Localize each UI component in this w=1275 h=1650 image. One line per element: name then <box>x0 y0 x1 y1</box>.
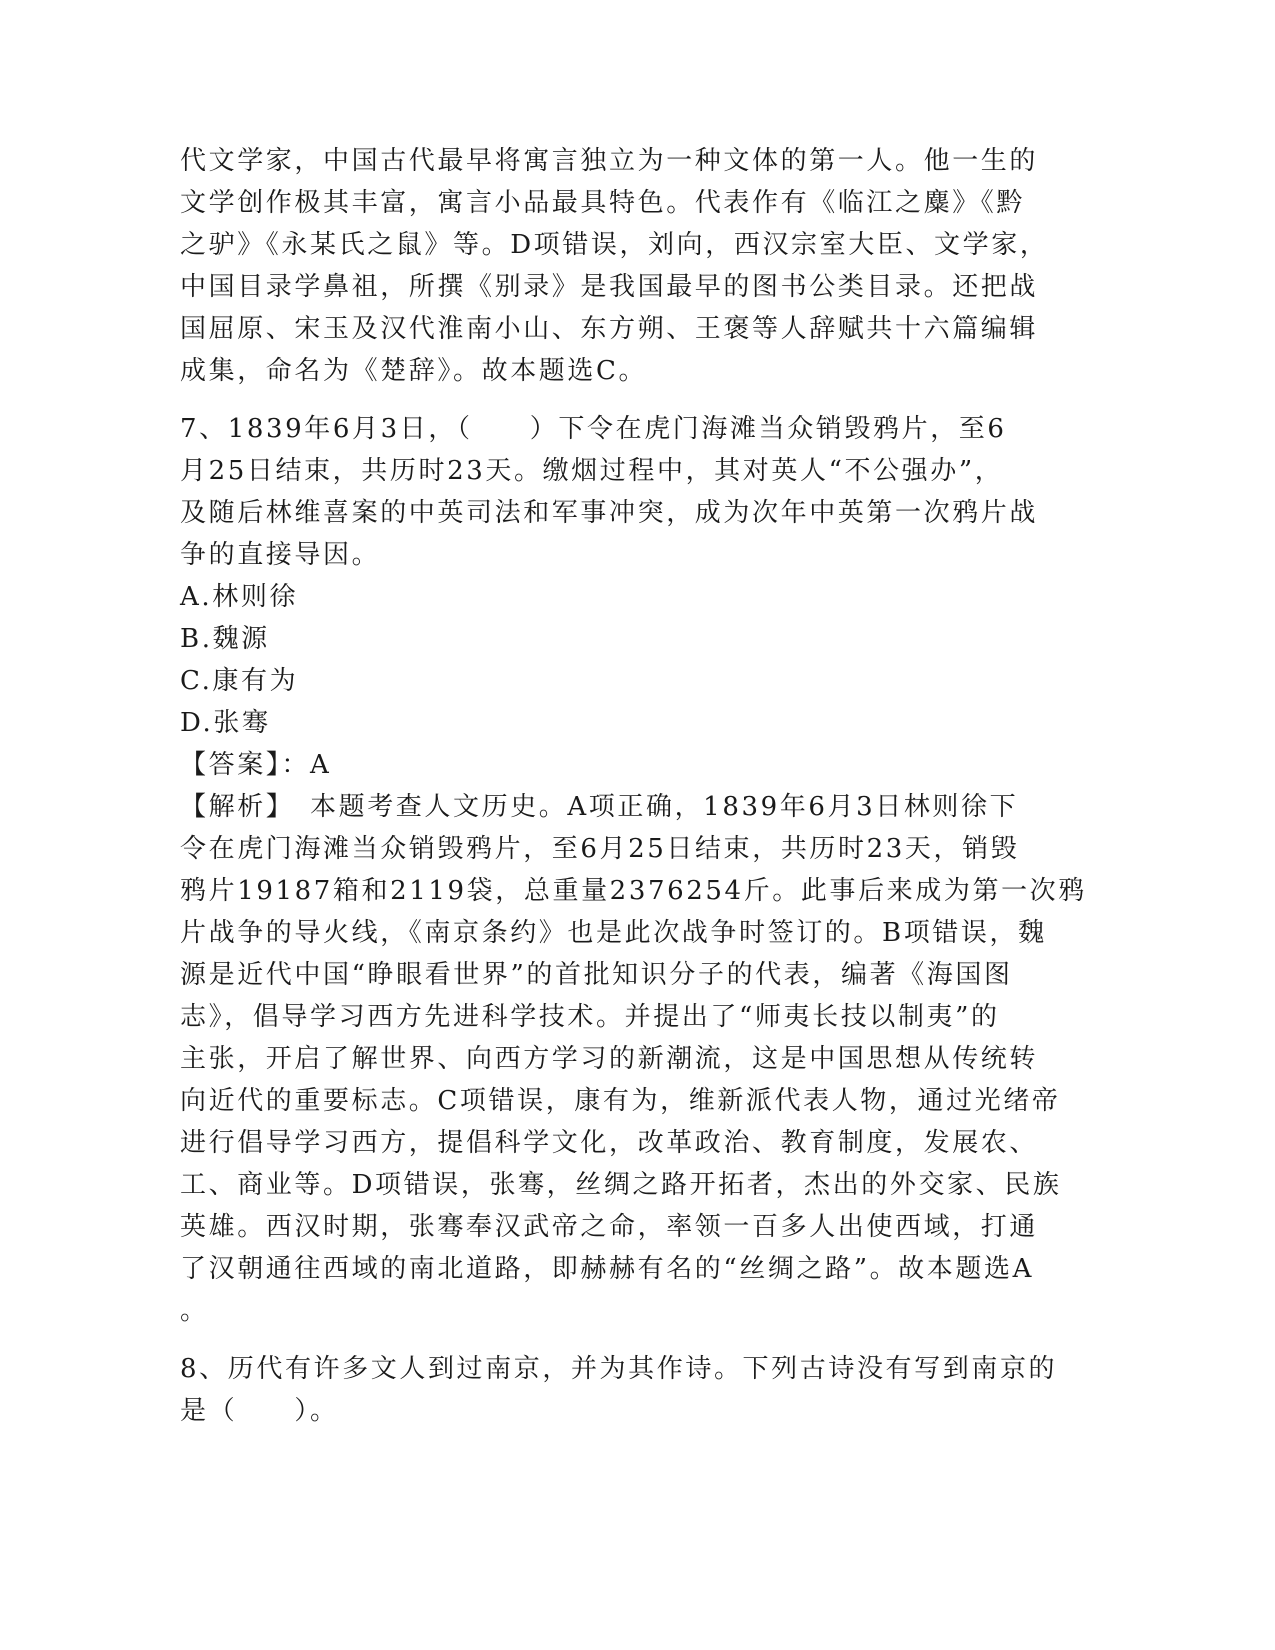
document-page <box>180 140 1087 1432</box>
option-b: B.魏源 <box>180 624 270 654</box>
analysis-line: 英雄。西汉时期，张骞奉汉武帝之命，率领一百多人出使西域，打通 <box>180 1212 1039 1242</box>
previous-analysis-continuation <box>180 140 1049 392</box>
text-line: 国屈原、宋玉及汉代淮南小山、东方朔、王褒等人辞赋共十六篇编辑 <box>180 314 1039 344</box>
text-line: 中国目录学鼻祖，所撰《别录》是我国最早的图书公类目录。还把战 <box>180 272 1039 302</box>
spacer <box>180 1332 1040 1348</box>
analysis-line: 进行倡导学习西方，提倡科学文化，改革政治、教育制度，发展农、 <box>180 1128 1039 1158</box>
analysis-line: 。 <box>180 1296 209 1326</box>
question-stem-line: 是（ ）。 <box>180 1396 339 1426</box>
option-d: D.张骞 <box>180 708 271 738</box>
question-stem-line: 月25日结束，共历时23天。缴烟过程中，其对英人“不公强办”， <box>180 456 1004 486</box>
answer-line: 【答案】：A <box>180 750 332 780</box>
text-line: 之驴》《永某氏之鼠》等。D项错误，刘向，西汉宗室大臣、文学家， <box>180 230 1049 260</box>
analysis-line: 向近代的重要标志。C项错误，康有为，维新派代表人物，通过光绪帝 <box>180 1086 1061 1116</box>
question-7 <box>180 408 1087 1332</box>
text-line: 文学创作极其丰富，寓言小品最具特色。代表作有《临江之麋》《黔 <box>180 188 1026 218</box>
analysis-line: 令在虎门海滩当众销毁鸦片，至6月25日结束，共历时23天，销毁 <box>180 834 1020 864</box>
text-line: 代文学家，中国古代最早将寓言独立为一种文体的第一人。他一生的 <box>180 146 1039 176</box>
text-line: 成集，命名为《楚辞》。故本题选C。 <box>180 356 648 386</box>
question-stem-line: 争的直接导因。 <box>180 540 381 570</box>
analysis-line: 志》，倡导学习西方先进科学技术。并提出了“师夷长技以制夷”的 <box>180 1002 1000 1032</box>
analysis-line: 源是近代中国“睁眼看世界”的首批知识分子的代表，编著《海国图 <box>180 960 1013 990</box>
analysis-line: 片战争的导火线，《南京条约》也是此次战争时签订的。B项错误，魏 <box>180 918 1047 948</box>
option-a: A.林则徐 <box>180 582 299 612</box>
analysis-line: 主张，开启了解世界、向西方学习的新潮流，这是中国思想从传统转 <box>180 1044 1039 1074</box>
analysis-line: 了汉朝通往西域的南北道路，即赫赫有名的“丝绸之路”。故本题选A <box>180 1254 1034 1284</box>
question-stem-line: 7、1839年6月3日，（ ）下令在虎门海滩当众销毁鸦片，至6 <box>180 414 1007 444</box>
spacer <box>180 392 1040 408</box>
option-c: C.康有为 <box>180 666 299 696</box>
question-8 <box>180 1348 1058 1432</box>
analysis-line: 【解析】 本题考查人文历史。A项正确，1839年6月3日林则徐下 <box>180 792 1019 822</box>
analysis-line: 鸦片19187箱和2119袋，总重量2376254斤。此事后来成为第一次鸦 <box>180 876 1087 906</box>
question-stem-line: 及随后林维喜案的中英司法和军事冲突，成为次年中英第一次鸦片战 <box>180 498 1039 528</box>
analysis-line: 工、商业等。D项错误，张骞，丝绸之路开拓者，杰出的外交家、民族 <box>180 1170 1062 1200</box>
question-stem-line: 8、历代有许多文人到过南京，并为其作诗。下列古诗没有写到南京的 <box>180 1354 1058 1384</box>
